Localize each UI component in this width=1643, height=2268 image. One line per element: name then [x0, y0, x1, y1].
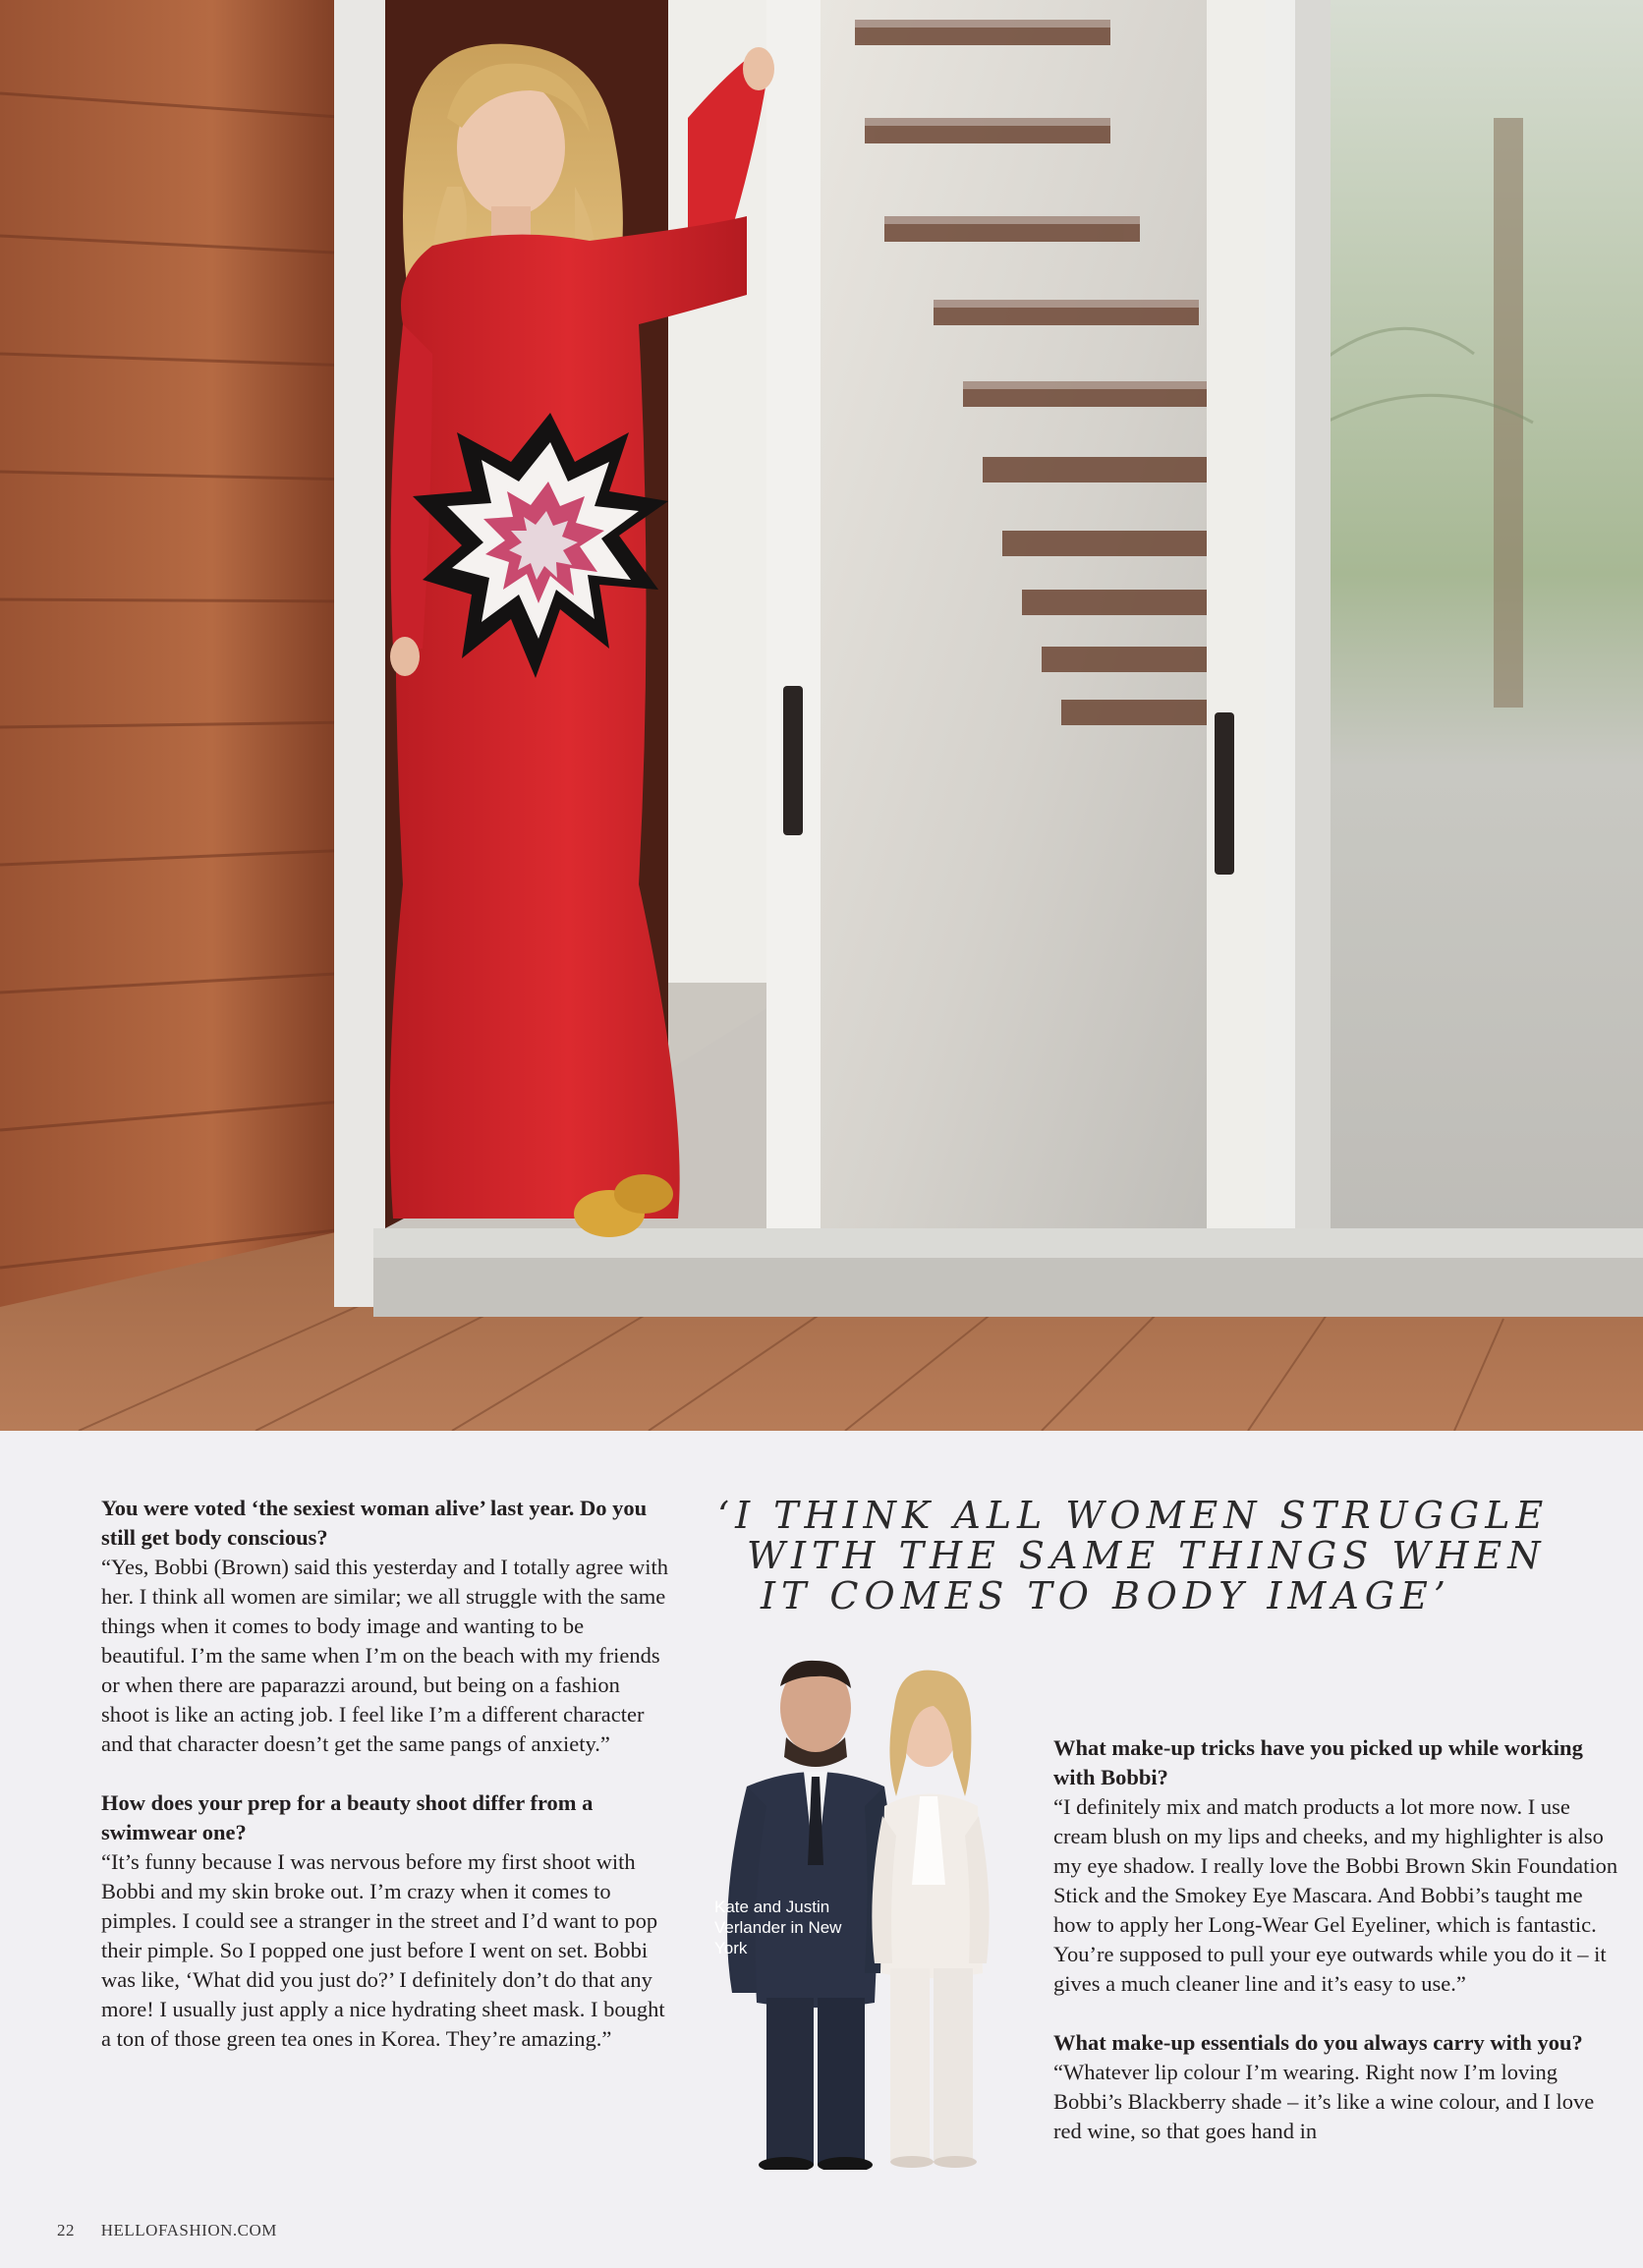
- interview-answer: “I definitely mix and match products a lot more now. I use cream blush on my lips and cheeks, and my highlighter is also my eye shadow. I really love the Bobbi Brown Skin Foundation Stick and the Smokey Eye Mascara. And Bobbi’s taught me how to apply her Long-Wear Gel Eyeliner, which is fantastic. You’re supposed to pull your eye outwards while you do it – it gives a much cleaner line and it’s easy to use.”: [1053, 1794, 1618, 1996]
- website-url[interactable]: HELLOFASHION.COM: [100, 2221, 277, 2240]
- left-column: [101, 1494, 671, 2054]
- right-column: [1053, 1733, 1623, 2146]
- qa-block: [1053, 1733, 1623, 1999]
- photo-caption: Kate and Justin Verlander in New York: [714, 1898, 842, 1957]
- qa-block: [101, 1494, 671, 1759]
- page-number: 22: [57, 2221, 75, 2240]
- interview-question: You were voted ‘the sexiest woman alive’ last year. Do you still get body conscious?: [101, 1496, 648, 1550]
- interview-question: How does your prep for a beauty shoot differ from a swimwear one?: [101, 1790, 594, 1844]
- qa-block: [101, 1788, 671, 2054]
- qa-block: [1053, 2028, 1623, 2146]
- interview-answer: “Whatever lip colour I’m wearing. Right now I’m loving Bobbi’s Blackberry shade – it’s like a wine colour, and I love red wine, so that goes hand in: [1053, 2060, 1595, 2143]
- interview-answer: “Yes, Bobbi (Brown) said this yesterday and I totally agree with her. I think all women are similar; we all struggle with the same things when it comes to body image and wanting to be beautiful. I’m the same when I’m on the beach with my friends or when there are paparazzi around, but being on a fashion shoot is like an acting job. I feel like I’m a different character and that character doesn’t get the same pangs of anxiety.”: [101, 1555, 668, 1756]
- pull-quote: [717, 1496, 1602, 1616]
- interview-question: What make-up tricks have you picked up while working with Bobbi?: [1053, 1735, 1583, 1789]
- page-footer: [57, 2221, 277, 2240]
- interview-question: What make-up essentials do you always carry with you?: [1053, 2030, 1583, 2055]
- pull-quote-line: IT COMES TO BODY IMAGE’: [761, 1574, 1451, 1617]
- interview-answer: “It’s funny because I was nervous before my first shoot with Bobbi and my skin broke out. I’m crazy when it comes to pimples. I could see a stranger in the street and I’d want to pop their pimple. So I popped one just before I went on set. Bobbi was like, ‘What did you just do?’ I definitely don’t do that any more! I usually just apply a nice hydrating sheet mask. I bought a ton of those green tea ones in Korea. They’re amazing.”: [101, 1849, 665, 2051]
- pull-quote-line: WITH THE SAME THINGS WHEN: [747, 1534, 1547, 1577]
- pull-quote-line: ‘I THINK ALL WOMEN STRUGGLE: [717, 1494, 1550, 1537]
